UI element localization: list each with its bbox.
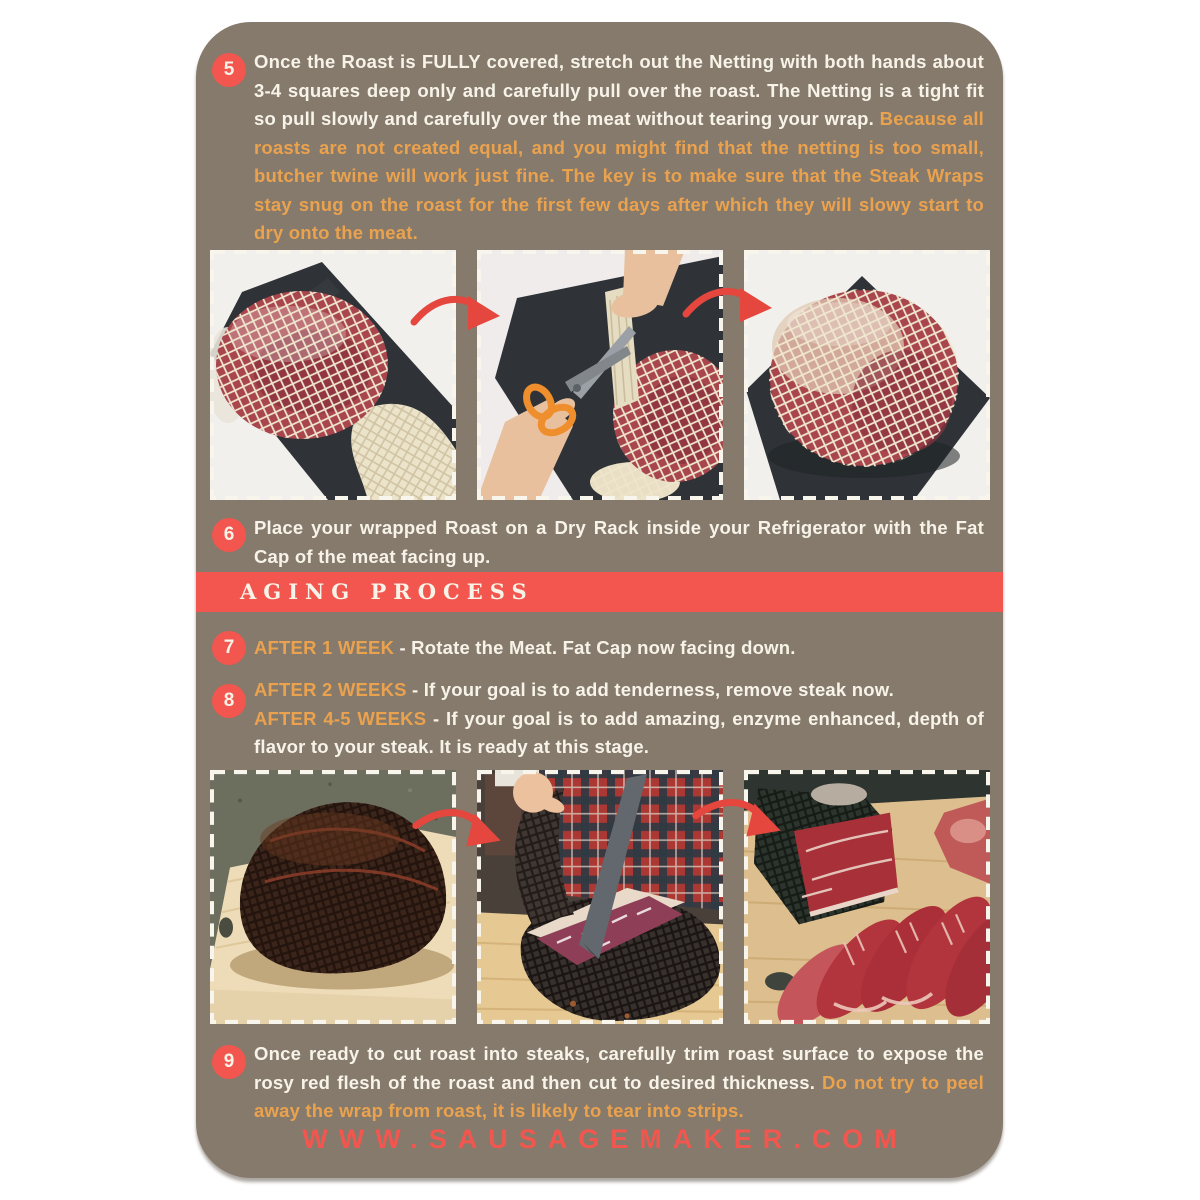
step-9-number-badge [212, 1045, 246, 1079]
step-5-orange-text: Because all roasts are not created equal, and you might find that the netting is too small, butcher twine will work just fine. The key is to make sure that the Steak Wraps stay snug on the roast for the first few days after which they will slowy start to dry onto the meat. [254, 108, 984, 243]
photo-trimming-crust [477, 770, 723, 1024]
step-8-number-badge [212, 684, 246, 718]
step-6-white-text: Place your wrapped Roast on a Dry Rack inside your Refrigerator with the Fat Cap of the meat facing up. [254, 517, 984, 567]
photo-netted-roast-done [744, 250, 990, 500]
step-5-number: 5 [223, 59, 235, 80]
step-8-orange-label-2: AFTER 4-5 WEEKS [254, 707, 427, 729]
step-8-text [254, 676, 984, 762]
step-8-white-text-1: - If your goal is to add tenderness, remove steak now. [406, 679, 894, 700]
step-9-text [254, 1040, 984, 1126]
step-6-text [254, 514, 984, 571]
aging-process-banner [196, 572, 1003, 612]
step-5-text [254, 48, 984, 248]
step-9-number: 9 [223, 1051, 235, 1072]
step-6-number: 6 [223, 524, 235, 545]
red-arrow-icon [682, 280, 774, 336]
aging-process-title: AGING PROCESS [240, 579, 534, 604]
step-9-orange-text: Do not try to peel away the wrap from roast, it is likely to tear into strips. [254, 1071, 984, 1121]
step-7-number: 7 [223, 637, 235, 658]
step-9-white-text: Once ready to cut roast into steaks, carefully trim roast surface to expose the rosy red flesh of the roast and then cut to desired thickness. [254, 1043, 984, 1093]
step-7-number-badge [212, 631, 246, 665]
step-7-white-text: - Rotate the Meat. Fat Cap now facing down. [394, 637, 796, 658]
step-8-white-text-2: - If your goal is to add amazing, enzyme enhanced, depth of flavor to your steak. It is ready at this stage. [254, 707, 984, 757]
photo-row-netting [210, 250, 990, 500]
step-5-number-badge [212, 53, 246, 87]
step-7-text [254, 634, 984, 663]
infographic-card [196, 22, 1003, 1178]
step-5-white-text: Once the Roast is FULLY covered, stretch out the Netting with both hands about 3-4 squares deep only and carefully pull over the roast. The Netting is a tight fit so pull slowly and carefully over the meat without tearing your wrap. [254, 51, 984, 129]
red-arrow-icon [410, 288, 502, 344]
footer [196, 1124, 1003, 1155]
photo-row-aging [210, 770, 990, 1024]
step-6-number-badge [212, 518, 246, 552]
step-7-orange-label: AFTER 1 WEEK [254, 637, 395, 658]
step-8-orange-label-1: AFTER 2 WEEKS [254, 679, 407, 700]
footer-website-link[interactable]: WWW.SAUSAGEMAKER.COM [302, 1124, 908, 1154]
step-8-number: 8 [223, 690, 235, 711]
